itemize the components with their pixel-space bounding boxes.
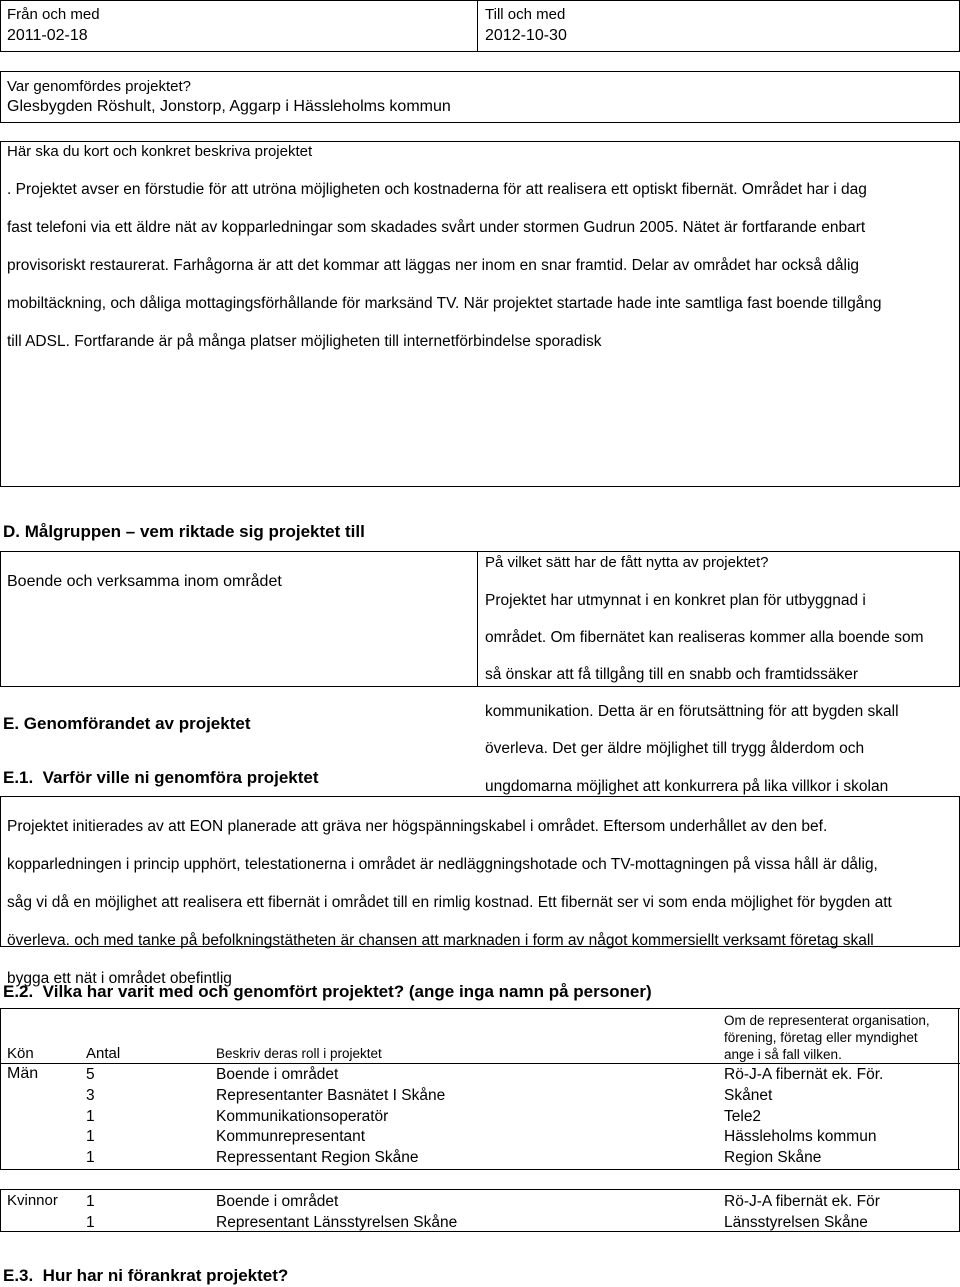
women-counts xyxy=(86,1192,95,1233)
description-line: fast telefoni via ett äldre nät av kopparledningar som skadades svårt under stormen Gudrun 2005. Nätet är fortfarande enbart xyxy=(7,219,866,236)
women-role: Representant Länsstyrelsen Skåne xyxy=(216,1213,458,1231)
to-date: 2012-10-30 xyxy=(485,27,567,44)
men-roles xyxy=(216,1065,445,1169)
header-role: Beskriv deras roll i projektet xyxy=(216,1046,382,1061)
description-text xyxy=(7,161,957,370)
men-role: Repressentant Region Skåne xyxy=(216,1149,419,1167)
benefit-text xyxy=(485,573,955,815)
men-org: Hässleholms kommun xyxy=(724,1128,877,1146)
target-group-text: Boende och verksamma inom området xyxy=(7,573,282,590)
from-date: 2011-02-18 xyxy=(7,27,88,44)
women-count: 1 xyxy=(86,1213,95,1231)
benefit-line: så önskar att få tillgång till en snabb och framtidssäker xyxy=(485,665,859,683)
section-e2-heading: E.2. Vilka har varit med och genomfört projektet? (ange inga namn på personer) xyxy=(3,982,652,1001)
men-role: Kommunikationsoperatör xyxy=(216,1107,389,1125)
benefit-line: ungdomarna möjlighet att konkurrera på lika villkor i skolan xyxy=(485,777,889,795)
men-org: Region Skåne xyxy=(724,1149,822,1167)
men-count: 1 xyxy=(86,1128,95,1146)
header-gender: Kön xyxy=(7,1045,34,1062)
from-label: Från och med xyxy=(7,6,100,23)
e1-line: bygga ett nät i området obefintlig xyxy=(7,970,232,987)
description-line: provisoriskt restaurerat. Farhågorna är att det kommar att läggas ner inom en snar framtid. Delar av området har också dålig xyxy=(7,257,860,274)
e1-line: kopparledningen i princip upphört, telestationerna i området är nedläggningshotade och TV-mottagningen på vissa håll är dålig, xyxy=(7,856,878,873)
women-org: Rö-J-A fibernät ek. För xyxy=(724,1193,880,1210)
description-label: Här ska du kort och konkret beskriva projektet xyxy=(7,143,313,160)
men-org: Rö-J-A fibernät ek. För. xyxy=(724,1066,884,1083)
e1-line: överleva. och med tanke på befolkningstätheten är chansen att marknaden i form av något kommersiellt verksamt företag skall xyxy=(7,932,874,949)
men-count: 1 xyxy=(86,1107,95,1125)
women-roles xyxy=(216,1192,457,1233)
section-e1-heading: E.1. Varför ville ni genomföra projektet xyxy=(3,768,319,787)
men-count: 5 xyxy=(86,1066,95,1083)
e1-line: såg vi då en möjlighet att realisera ett fibernät i området till en rimlig kostnad. Ett fibernät ser vi som enda möjlighet för bygden att xyxy=(7,894,892,911)
men-role: Boende i området xyxy=(216,1066,339,1083)
dates-box xyxy=(0,0,960,52)
benefit-line: området. Om fibernätet kan realiseras kommer alla boende som xyxy=(485,628,924,646)
women-orgs xyxy=(724,1192,880,1233)
benefit-line: överleva. Det ger äldre möjlighet till trygg ålderdom och xyxy=(485,740,865,758)
description-line: . Projektet avser en förstudie för att utröna möjligheten och kostnaderna för att realisera ett optiskt fibernät. Området har i dag xyxy=(7,181,867,198)
women-count: 1 xyxy=(86,1193,95,1210)
e1-text xyxy=(7,798,959,1007)
benefit-question: På vilket sätt har de fått nytta av projektet? xyxy=(485,554,769,571)
header-org: Om de representerat organisation, förening, företag eller myndighet ange i så fall vilken. xyxy=(724,1013,930,1062)
women-label: Kvinnor xyxy=(7,1192,58,1209)
benefit-line: kommunikation. Detta är en förutsättning för att bygden skall xyxy=(485,703,899,721)
men-orgs xyxy=(724,1065,883,1169)
description-line: mobiltäckning, och dåliga mottagingsförhållande för marksänd TV. När projektet startade hade inte samtliga fast boende tillgång xyxy=(7,295,882,312)
header-count: Antal xyxy=(86,1045,121,1062)
location-question: Var genomfördes projektet? xyxy=(7,78,191,95)
description-line: till ADSL. Fortfarande är på många platser möjligheten till internetförbindelse sporadisk xyxy=(7,333,602,350)
benefit-line: Projektet har utmynnat i en konkret plan för utbyggnad i xyxy=(485,591,866,609)
men-label: Män xyxy=(7,1065,39,1082)
men-role: Kommunrepresentant xyxy=(216,1128,366,1146)
men-org: Skånet xyxy=(724,1086,773,1104)
section-d-heading: D. Målgruppen – vem riktade sig projektet till xyxy=(3,522,365,541)
women-org: Länsstyrelsen Skåne xyxy=(724,1213,868,1231)
section-e-heading: E. Genomförandet av projektet xyxy=(3,714,251,733)
participants-table xyxy=(0,1008,960,1009)
men-counts xyxy=(86,1065,95,1169)
women-role: Boende i området xyxy=(216,1193,339,1210)
men-count: 1 xyxy=(86,1149,95,1167)
men-org: Tele2 xyxy=(724,1107,762,1125)
e1-line: Projektet initierades av att EON planerade att gräva ner högspänningskabel i området. Eftersom underhållet av den bef. xyxy=(7,818,828,835)
men-role: Representanter Basnätet I Skåne xyxy=(216,1086,446,1104)
location-answer: Glesbygden Röshult, Jonstorp, Aggarp i Hässleholms kommun xyxy=(7,98,451,115)
section-e3-heading: E.3. Hur har ni förankrat projektet? xyxy=(3,1266,289,1285)
to-label: Till och med xyxy=(485,6,566,23)
men-count: 3 xyxy=(86,1086,95,1104)
